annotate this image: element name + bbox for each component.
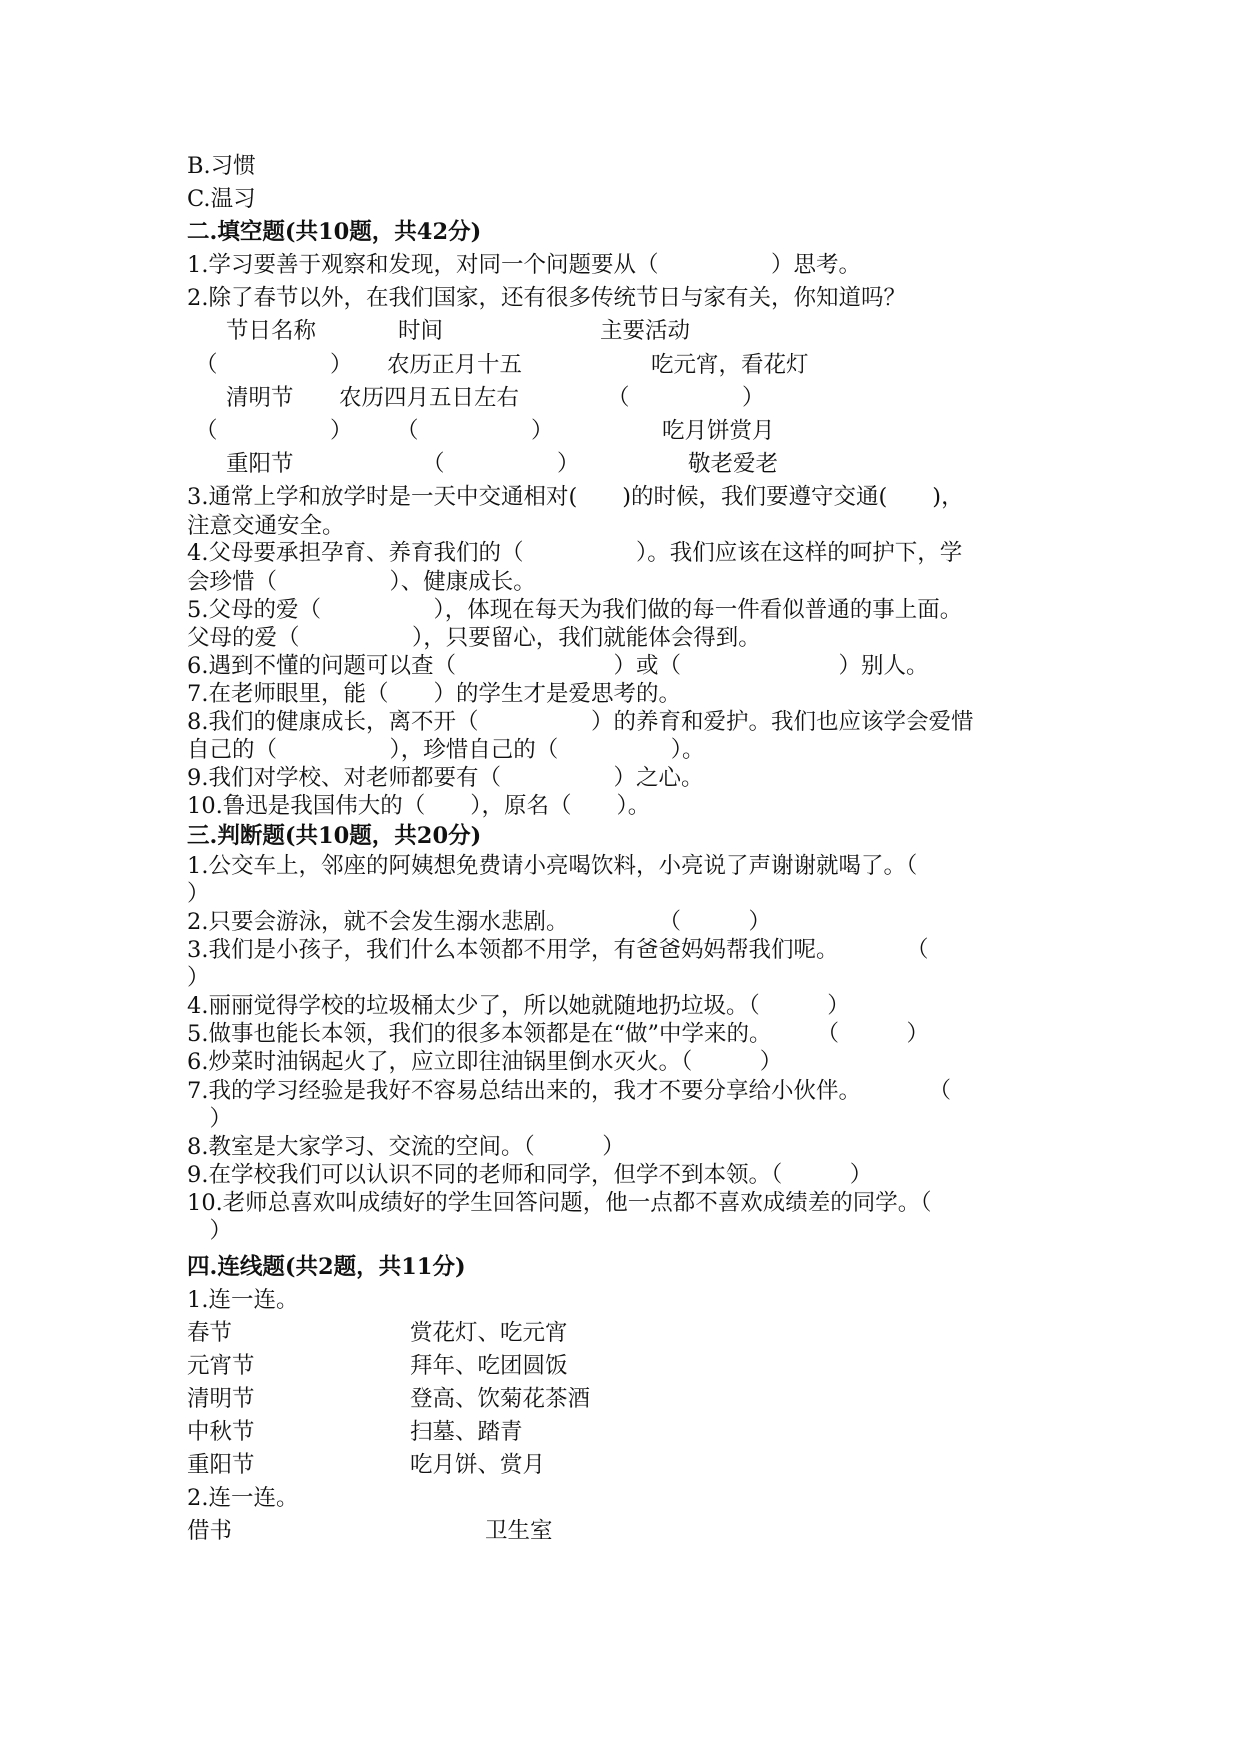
option-b: B.习惯 [187, 153, 256, 179]
match-left-item: 借书 [187, 1518, 233, 1544]
fill-q6: 6.遇到不懂的问题可以查（ ）或（ ）别人。 [187, 653, 929, 679]
judge-q7-line1: 7.我的学习经验是我好不容易总结出来的，我才不要分享给小伙伴。 （ [187, 1078, 951, 1104]
table-cell: （ ） [422, 451, 580, 477]
match-left-item: 清明节 [187, 1386, 255, 1412]
judge-q1-line1: 1.公交车上，邻座的阿姨想免费请小亮喝饮料，小亮说了声谢谢就喝了。（ [187, 853, 918, 879]
match-q1-title: 1.连一连。 [187, 1287, 299, 1313]
table-cell: 重阳节 [226, 451, 294, 477]
fill-q3-line2: 注意交通安全。 [187, 513, 345, 539]
judge-q10-line2: ） [187, 1218, 233, 1244]
table-cell: 农历四月五日左右 [339, 385, 520, 411]
table-cell: （ ） [195, 352, 353, 378]
section-4-heading: 四.连线题(共2题，共11分) [187, 1254, 466, 1280]
judge-q5: 5.做事也能长本领，我们的很多本领都是在“做”中学来的。 （ ） [187, 1021, 929, 1047]
table-header-activity: 主要活动 [600, 318, 691, 344]
table-cell: （ ） [607, 385, 765, 411]
table-cell: （ ） [396, 418, 554, 444]
fill-q2: 2.除了春节以外，在我们国家，还有很多传统节日与家有关，你知道吗？ [187, 285, 906, 311]
judge-q6: 6.炒菜时油锅起火了，应立即往油锅里倒水灭火。（ ） [187, 1049, 783, 1075]
match-left-item: 中秋节 [187, 1419, 255, 1445]
option-c: C.温习 [187, 186, 256, 212]
table-cell: （ ） [195, 418, 353, 444]
fill-q4-line2: 会珍惜（ ）、健康成长。 [187, 569, 536, 595]
fill-q1: 1.学习要善于观察和发现，对同一个问题要从（ ）思考。 [187, 252, 861, 278]
match-q2-title: 2.连一连。 [187, 1485, 299, 1511]
fill-q5-line1: 5.父母的爱（ ），体现在每天为我们做的每一件看似普通的事上面。 [187, 597, 963, 623]
fill-q10: 10.鲁迅是我国伟大的（ ），原名（ ）。 [187, 793, 651, 819]
match-left-item: 元宵节 [187, 1353, 255, 1379]
match-left-item: 重阳节 [187, 1452, 255, 1478]
judge-q9: 9.在学校我们可以认识不同的老师和同学，但学不到本领。（ ） [187, 1162, 873, 1188]
judge-q3-line2: ） [187, 965, 210, 991]
section-3-heading: 三.判断题(共10题，共20分) [187, 823, 482, 849]
fill-q3-line1: 3.通常上学和放学时是一天中交通相对( )的时候，我们要遵守交通( )， [187, 484, 964, 510]
fill-q8-line1: 8.我们的健康成长，离不开（ ）的养育和爱护。我们也应该学会爱惜 [187, 709, 974, 735]
fill-q7: 7.在老师眼里，能（ ）的学生才是爱思考的。 [187, 681, 681, 707]
match-left-item: 春节 [187, 1320, 233, 1346]
fill-q5-line2: 父母的爱（ ），只要留心，我们就能体会得到。 [187, 625, 761, 651]
judge-q2: 2.只要会游泳，就不会发生溺水悲剧。 （ ） [187, 909, 771, 935]
match-right-item: 拜年、吃团圆饭 [410, 1353, 568, 1379]
judge-q7-line2: ） [187, 1106, 233, 1132]
match-right-item: 卫生室 [485, 1518, 553, 1544]
table-header-time: 时间 [398, 318, 444, 344]
fill-q9: 9.我们对学校、对老师都要有（ ）之心。 [187, 765, 704, 791]
judge-q10-line1: 10.老师总喜欢叫成绩好的学生回答问题，他一点都不喜欢成绩差的同学。（ [187, 1190, 932, 1216]
table-cell: 农历正月十五 [387, 352, 523, 378]
judge-q1-line2: ） [187, 881, 210, 907]
match-right-item: 登高、饮菊花茶酒 [410, 1386, 591, 1412]
judge-q8: 8.教室是大家学习、交流的空间。（ ） [187, 1134, 625, 1160]
table-cell: 吃元宵，看花灯 [651, 352, 809, 378]
fill-q8-line2: 自己的（ ），珍惜自己的（ ）。 [187, 737, 705, 763]
judge-q3-line1: 3.我们是小孩子，我们什么本领都不用学，有爸爸妈妈帮我们呢。 （ [187, 937, 929, 963]
judge-q4: 4.丽丽觉得学校的垃圾桶太少了，所以她就随地扔垃圾。（ ） [187, 993, 850, 1019]
table-cell: 吃月饼赏月 [662, 418, 775, 444]
match-right-item: 吃月饼、赏月 [410, 1452, 546, 1478]
table-header-name: 节日名称 [226, 318, 317, 344]
match-right-item: 扫墓、踏青 [410, 1419, 523, 1445]
section-2-heading: 二.填空题(共10题，共42分) [187, 219, 482, 245]
table-cell: 敬老爱老 [688, 451, 779, 477]
fill-q4-line1: 4.父母要承担孕育、养育我们的（ ）。我们应该在这样的呵护下，学 [187, 540, 963, 566]
table-cell: 清明节 [226, 385, 294, 411]
match-right-item: 赏花灯、吃元宵 [410, 1320, 568, 1346]
